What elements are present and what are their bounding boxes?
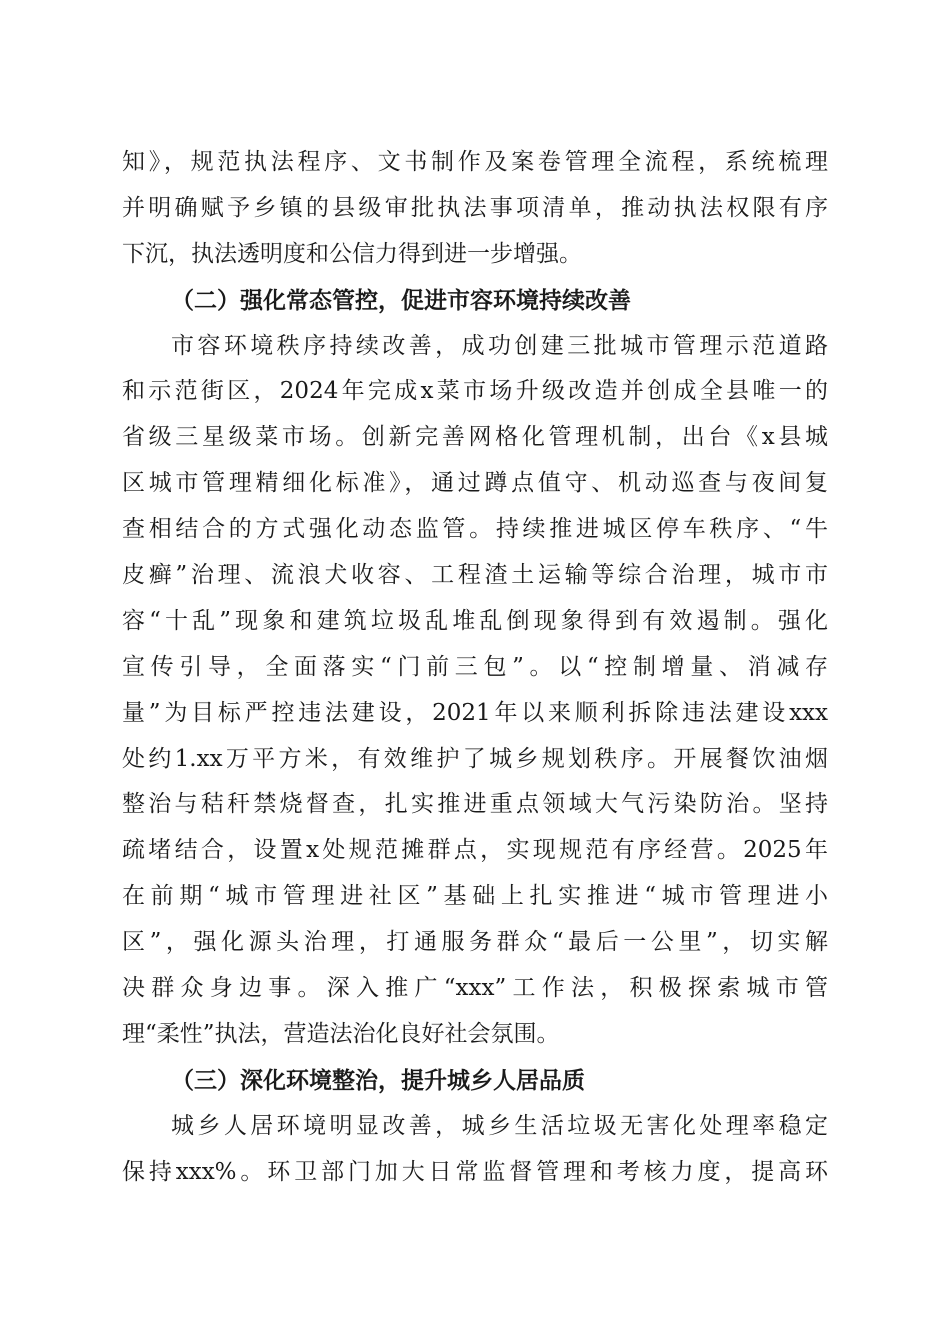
paragraph-line: 知》，规范执法程序、文书制作及案卷管理全流程，系统梳理 (122, 149, 828, 175)
paragraph-line: 保持xxx%。环卫部门加大日常监督管理和考核力度，提高环 (122, 1158, 828, 1185)
paragraph-living-environment (122, 1104, 828, 1196)
paragraph-line: 区”，强化源头治理，打通服务群众“最后一公里”，切实解 (122, 929, 828, 956)
paragraph-line: 省级三星级菜市场。创新完善网格化管理机制，出台《x县城 (122, 424, 828, 451)
paragraph-line: 下沉，执法透明度和公信力得到进一步增强。 (122, 240, 582, 267)
section-heading-2: （二）强化常态管控，促进市容环境持续改善 (171, 286, 631, 314)
paragraph-line: 皮癣”治理、流浪犬收容、工程渣土运输等综合治理，城市市 (122, 562, 828, 589)
paragraph-line: 宣传引导，全面落实“门前三包”。以“控制增量、消减存 (122, 653, 828, 680)
paragraph-line: 在前期“城市管理进社区”基础上扎实推进“城市管理进小 (122, 883, 828, 910)
paragraph-line: 城乡人居环境明显改善，城乡生活垃圾无害化处理率稳定 (171, 1112, 828, 1139)
paragraph-line: 和示范街区，2024年完成x菜市场升级改造并创成全县唯一的 (122, 378, 828, 405)
paragraph-line: 并明确赋予乡镇的县级审批执法事项清单，推动执法权限有序 (122, 194, 828, 221)
paragraph-line: 整治与秸秆禁烧督查，扎实推进重点领域大气污染防治。坚持 (122, 791, 828, 818)
paragraph-line: 区城市管理精细化标准》，通过蹲点值守、机动巡查与夜间复 (122, 470, 828, 497)
paragraph-line: 市容环境秩序持续改善，成功创建三批城市管理示范道路 (171, 332, 828, 359)
paragraph-line: 容“十乱”现象和建筑垃圾乱堆乱倒现象得到有效遏制。强化 (122, 607, 828, 634)
paragraph-line: 处约1.xx万平方米，有效维护了城乡规划秩序。开展餐饮油烟 (122, 745, 828, 772)
paragraph-line: 疏堵结合，设置x处规范摊群点，实现规范有序经营。2025年 (122, 837, 828, 864)
paragraph-continuation (122, 140, 828, 278)
paragraph-city-appearance (122, 324, 828, 1058)
paragraph-line: 决群众身边事。深入推广“xxx”工作法，积极探索城市管 (122, 975, 828, 1002)
document-body (122, 140, 828, 1195)
section-heading-3: （三）深化环境整治，提升城乡人居品质 (171, 1066, 585, 1094)
paragraph-line: 量”为目标严控违法建设，2021年以来顺利拆除违法建设xxx (122, 699, 828, 726)
paragraph-line: 查相结合的方式强化动态监管。持续推进城区停车秩序、“牛 (122, 516, 828, 543)
paragraph-line: 理“柔性”执法，营造法治化良好社会氛围。 (122, 1020, 560, 1047)
